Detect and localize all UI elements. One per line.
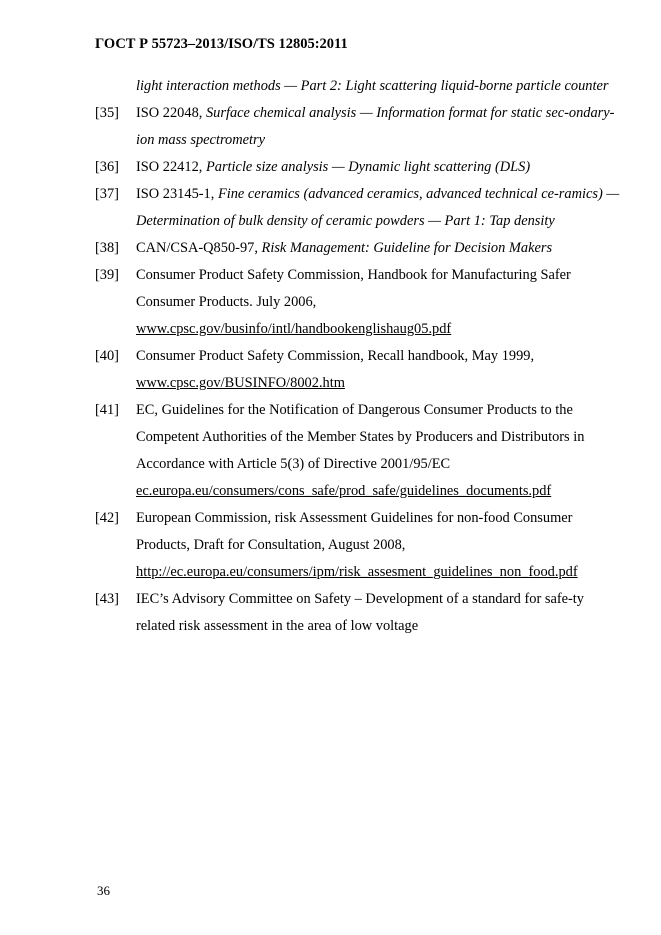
reference-title: Particle size analysis — Dynamic light scattering (DLS): [205, 159, 531, 175]
reference-text: [136, 235, 620, 262]
reference-item: [95, 100, 620, 154]
reference-text: [136, 100, 620, 154]
reference-item: [95, 586, 620, 640]
reference-source: European Commission, risk Assessment Guidelines for non-food Consumer Products, Draft for Consultation, August 2008,: [136, 510, 573, 553]
reference-number: [39]: [95, 267, 119, 283]
reference-text: [136, 181, 620, 235]
reference-text: [136, 262, 620, 316]
reference-link[interactable]: www.cpsc.gov/businfo/intl/handbookenglishaug05.pdf: [136, 321, 452, 337]
reference-text: [136, 505, 620, 559]
reference-list: [95, 73, 620, 640]
reference-link[interactable]: www.cpsc.gov/BUSINFO/8002.htm: [136, 375, 345, 391]
reference-text: [136, 343, 620, 370]
reference-link[interactable]: ec.europa.eu/consumers/cons_safe/prod_safe/guidelines_documents.pdf: [136, 483, 552, 499]
reference-source: ISO 22412,: [136, 159, 206, 175]
page-header: ГОСТ Р 55723–2013/ISO/TS 12805:2011: [95, 36, 348, 52]
reference-title: light interaction methods — Part 2: Light scattering liquid-borne particle counter: [136, 78, 609, 94]
reference-item: [95, 262, 620, 343]
reference-text: [136, 154, 620, 181]
page-number: 36: [97, 883, 110, 898]
reference-number: [41]: [95, 402, 119, 418]
reference-title: Risk Management: Guideline for Decision Makers: [261, 240, 553, 256]
reference-item: [95, 343, 620, 397]
reference-item: [95, 397, 620, 505]
reference-number: [35]: [95, 105, 119, 121]
reference-source: ISO 23145-1,: [136, 186, 218, 202]
reference-number: [42]: [95, 510, 119, 526]
reference-item: [95, 181, 620, 235]
reference-text: [136, 73, 620, 100]
reference-item: [95, 154, 620, 181]
reference-source: CAN/CSA-Q850-97,: [136, 240, 262, 256]
reference-item: [95, 73, 620, 100]
reference-text: [136, 586, 620, 640]
reference-text: [136, 397, 620, 478]
reference-source: Consumer Product Safety Commission, Handbook for Manufacturing Safer Consumer Products. July 2006,: [136, 267, 571, 310]
reference-number: [40]: [95, 348, 119, 364]
reference-source: ISO 22048,: [136, 105, 206, 121]
reference-source: IEC’s Advisory Committee on Safety – Development of a standard for safe-ty related risk assessment in the area of low voltage: [136, 591, 585, 634]
reference-title: Surface chemical analysis — Information format for static sec-ondary-ion mass spectrometry: [136, 105, 615, 148]
reference-number: [36]: [95, 159, 119, 175]
reference-source: Consumer Product Safety Commission, Recall handbook, May 1999,: [136, 348, 535, 364]
reference-number: [37]: [95, 186, 119, 202]
reference-item: [95, 235, 620, 262]
reference-item: [95, 505, 620, 586]
reference-title: Fine ceramics (advanced ceramics, advanced technical ce-ramics) — Determination of bulk density of ceramic powders — Part 1: Tap density: [136, 186, 620, 229]
reference-number: [43]: [95, 591, 119, 607]
reference-source: EC, Guidelines for the Notification of Dangerous Consumer Products to the Competent Authorities of the Member States by Producers and Distributors in Accordance with Article 5(3) of Directive 2001/95/EC: [136, 402, 585, 472]
reference-number: [38]: [95, 240, 119, 256]
reference-link[interactable]: http://ec.europa.eu/consumers/ipm/risk_assesment_guidelines_non_food.pdf: [136, 564, 578, 580]
